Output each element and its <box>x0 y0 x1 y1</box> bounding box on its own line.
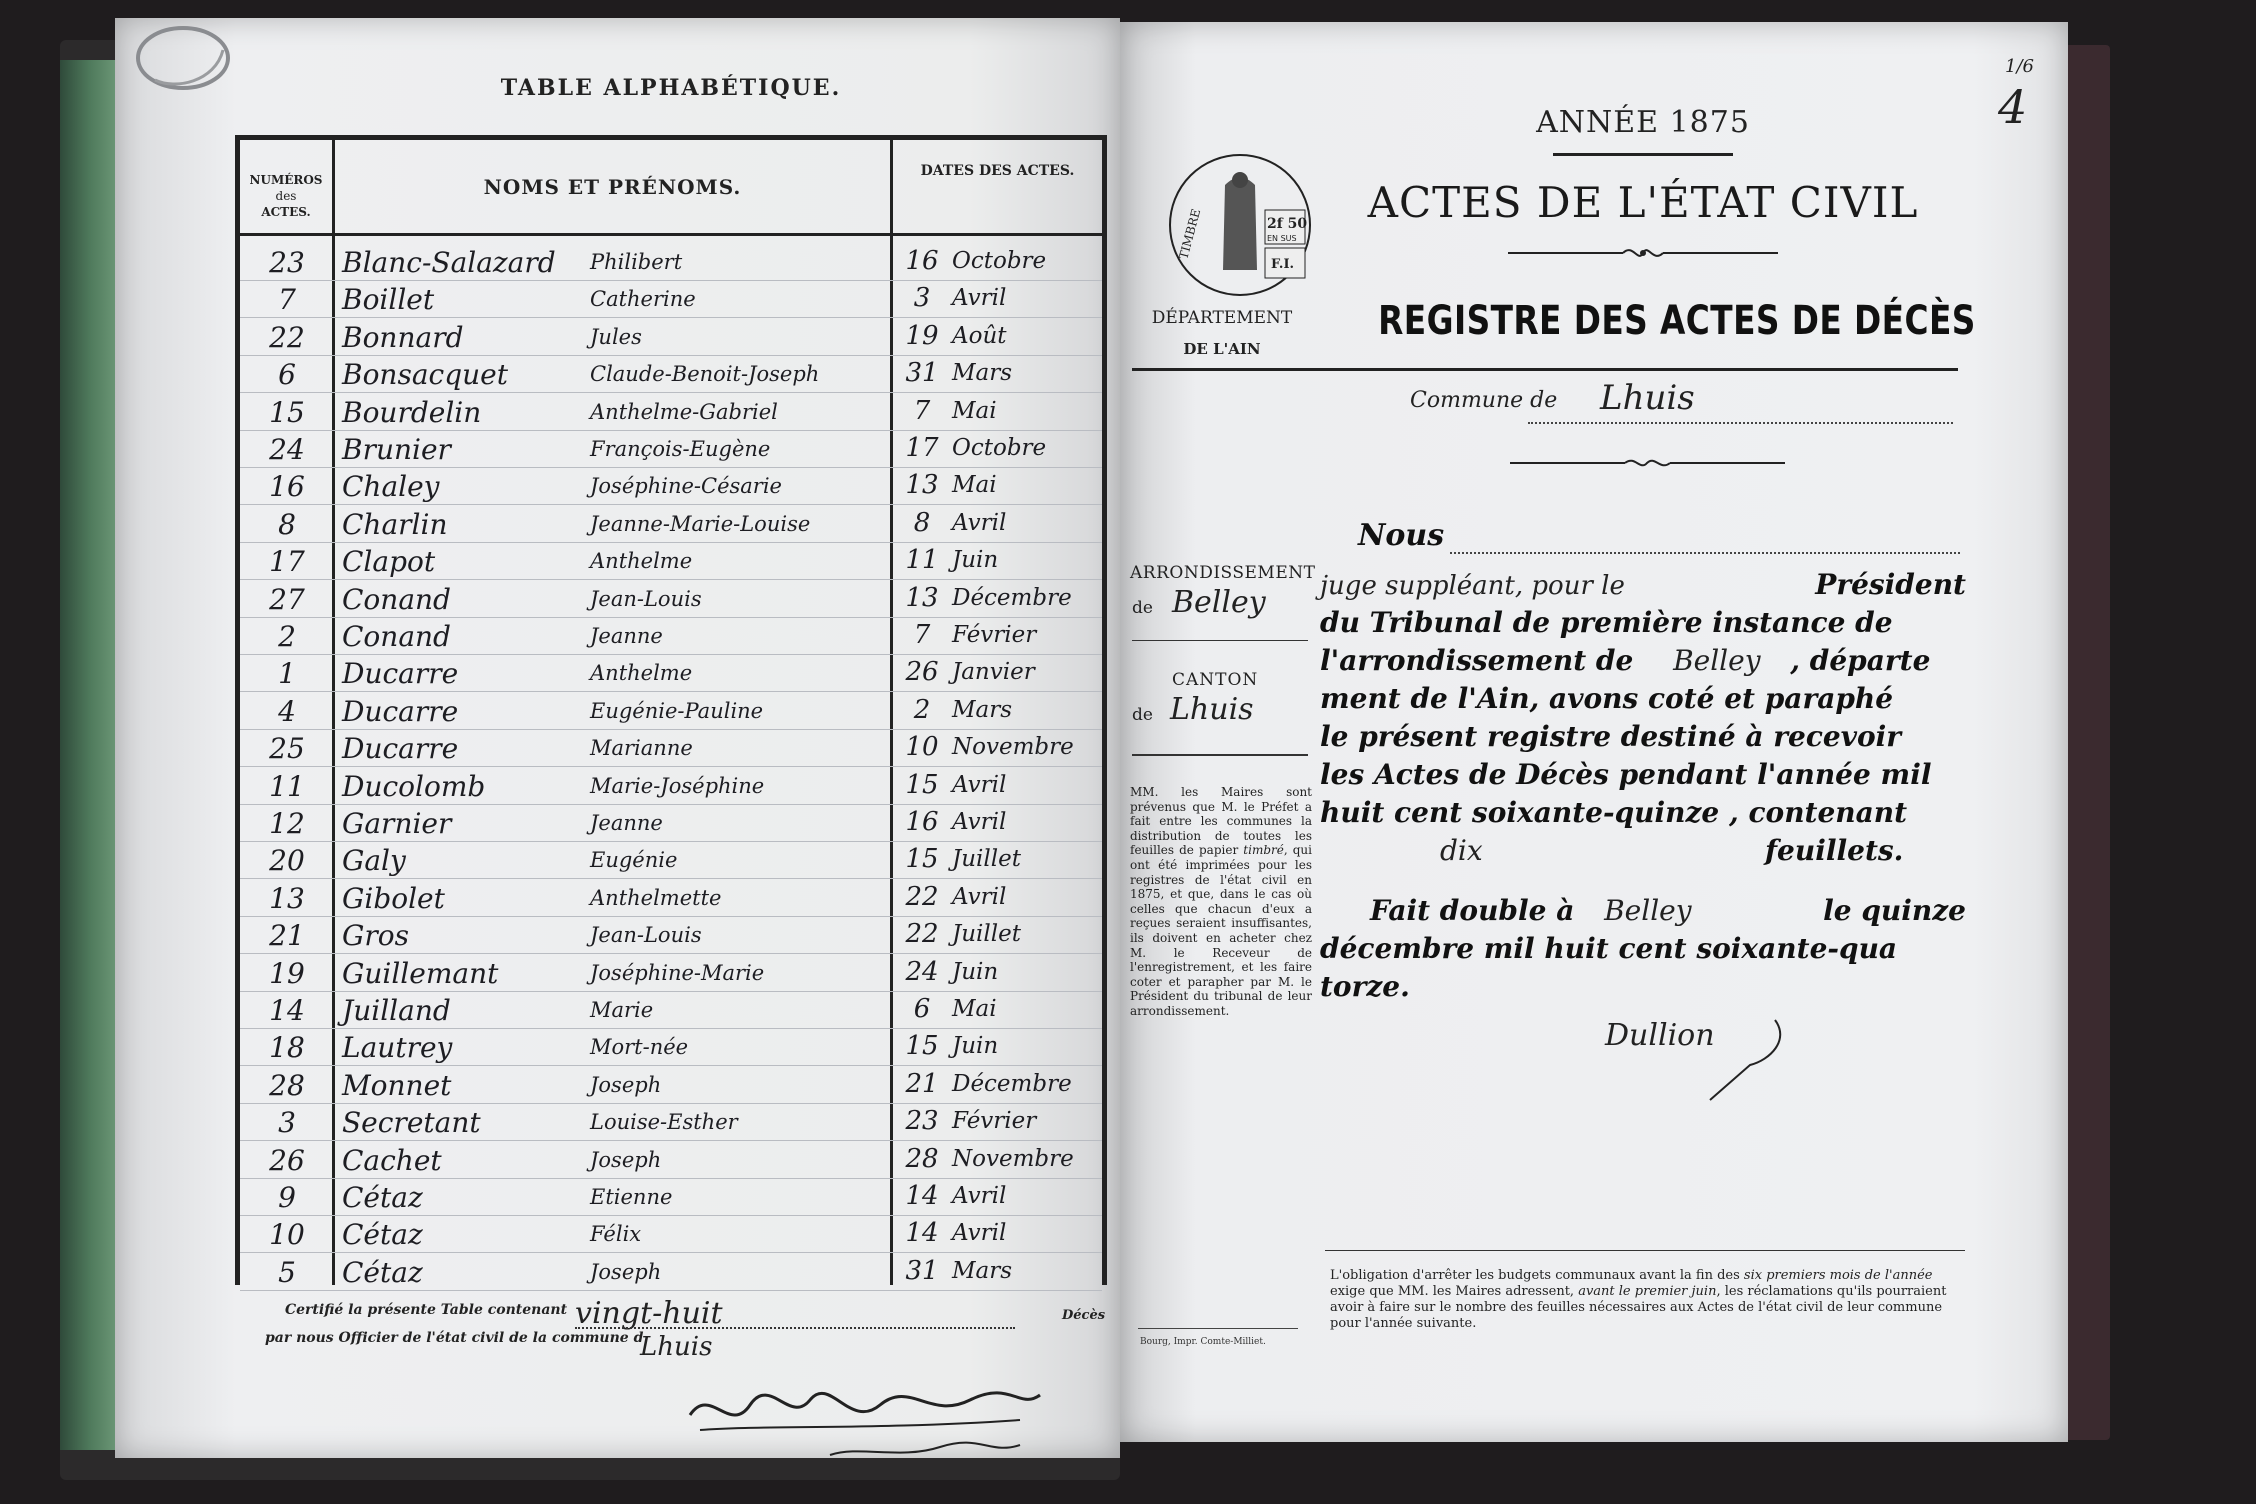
entry-number: 22 <box>269 320 305 354</box>
table-row <box>0 1031 1105 1068</box>
entry-surname: Galy <box>342 844 406 878</box>
entry-surname: Guillemant <box>342 956 499 990</box>
entry-given-names: Jeanne <box>590 811 663 835</box>
handwritten-place: Belley <box>1604 894 1692 927</box>
entry-day: 17 <box>905 433 939 463</box>
table-row <box>0 994 1105 1031</box>
certification-deces: Décès <box>1062 1308 1106 1323</box>
entry-number: 13 <box>269 881 305 915</box>
entry-surname: Brunier <box>342 433 451 466</box>
entry-number: 6 <box>278 358 296 392</box>
declaration-line <box>1320 642 1966 680</box>
entry-number: 15 <box>269 395 305 429</box>
entry-given-names: Catherine <box>590 287 696 312</box>
table-row <box>0 1218 1105 1255</box>
entry-month: Mai <box>952 996 997 1022</box>
table-row <box>0 433 1105 470</box>
table-row <box>0 508 1105 545</box>
entry-day: 22 <box>905 881 939 912</box>
entry-number: 20 <box>269 844 305 878</box>
entry-given-names: Jean-Louis <box>590 586 702 611</box>
entry-given-names: Eugénie-Pauline <box>590 698 764 723</box>
nous-label: Nous <box>1358 518 1445 553</box>
entry-month: Avril <box>952 1220 1007 1247</box>
footer-part: L'obligation d'arrêter les budgets communaux avant la fin des <box>1330 1268 1744 1283</box>
table-row <box>0 657 1105 694</box>
entry-given-names: Joséphine-Marie <box>590 960 765 985</box>
table-row <box>0 919 1105 956</box>
entry-surname: Lautrey <box>342 1031 453 1065</box>
entry-day: 31 <box>905 358 939 389</box>
entry-number: 14 <box>269 994 305 1027</box>
actes-title: ACTES DE L'ÉTAT CIVIL <box>1367 178 1919 227</box>
entry-number: 8 <box>278 507 296 541</box>
entry-given-names: Joseph <box>590 1147 662 1172</box>
entry-number: 23 <box>269 246 305 279</box>
entry-day: 7 <box>913 395 931 426</box>
table-row <box>0 583 1105 620</box>
table-row <box>0 882 1105 919</box>
entry-day: 14 <box>905 1181 939 1211</box>
table-row <box>0 807 1105 844</box>
entry-given-names: Mort-née <box>590 1035 689 1060</box>
entry-month: Juin <box>952 547 999 574</box>
nous-dotted-line <box>1450 552 1960 554</box>
entry-surname: Chaley <box>342 470 440 504</box>
president-signature <box>1600 1000 1800 1110</box>
entry-month: Décembre <box>952 1070 1072 1097</box>
entry-month: Novembre <box>952 734 1074 761</box>
entry-day: 2 <box>913 694 931 725</box>
entry-month: Mars <box>952 1257 1013 1284</box>
entry-number: 28 <box>269 1068 305 1102</box>
entry-surname: Garnier <box>342 807 452 840</box>
year-rule <box>1553 153 1733 156</box>
entry-day: 10 <box>905 732 939 763</box>
folio-mark: 4 <box>1998 80 2028 134</box>
divider-rule <box>1132 640 1308 641</box>
heading-block <box>1320 0 1976 380</box>
mayor-signature <box>680 1375 1050 1465</box>
table-title: TABLE ALPHABÉTIQUE. <box>500 75 842 101</box>
entry-month: Février <box>952 1108 1037 1135</box>
entry-month: Décembre <box>952 584 1072 611</box>
entry-surname: Ducolomb <box>342 769 486 803</box>
canton-value: Lhuis <box>1170 692 1254 727</box>
entry-number: 11 <box>269 769 305 803</box>
entry-given-names: Claude-Benoit-Joseph <box>590 362 820 387</box>
entry-day: 21 <box>905 1068 939 1099</box>
declaration-text: Fait double à <box>1370 894 1575 927</box>
declaration-line: les Actes de Décès pendant l'année mil <box>1320 758 1932 791</box>
entry-surname: Cachet <box>342 1143 442 1177</box>
signature-text: Dullion <box>1605 1018 1715 1053</box>
stamp-word: TIMBRE <box>1176 207 1204 261</box>
entry-month: Avril <box>952 771 1007 798</box>
entry-given-names: Joseph <box>590 1259 662 1284</box>
entry-month: Février <box>952 622 1037 648</box>
entry-surname: Ducarre <box>342 732 459 766</box>
entry-day: 16 <box>905 807 939 837</box>
fiscal-stamp <box>1165 150 1315 300</box>
entry-number: 1 <box>278 657 296 691</box>
entry-given-names: Marianne <box>590 736 693 761</box>
entry-day: 31 <box>905 1255 939 1286</box>
table-row <box>0 620 1105 657</box>
entry-number: 27 <box>269 582 305 616</box>
entry-month: Mars <box>952 360 1013 387</box>
entry-day: 3 <box>913 283 931 314</box>
entry-surname: Conand <box>342 620 451 653</box>
declaration-line: du Tribunal de première instance de <box>1320 606 1893 639</box>
entry-month: Avril <box>952 809 1007 835</box>
entry-number: 21 <box>269 919 305 953</box>
certification-commune: Lhuis <box>640 1332 713 1362</box>
entry-given-names: Félix <box>590 1222 642 1247</box>
table-row <box>0 1181 1105 1218</box>
entry-day: 13 <box>905 470 939 501</box>
footer-part: exige que MM. les Maires adressent, <box>1330 1284 1579 1299</box>
certification-line-1: Certifié la présente Table contenant <box>285 1302 568 1318</box>
entry-surname: Blanc-Salazard <box>342 246 556 279</box>
entry-day: 11 <box>905 545 939 576</box>
header-numeros <box>240 172 332 220</box>
entry-month: Avril <box>952 509 1007 536</box>
entry-given-names: Jeanne-Marie-Louise <box>590 511 811 536</box>
entry-day: 19 <box>905 320 939 351</box>
entry-given-names: Anthelme-Gabriel <box>590 399 778 424</box>
entry-given-names: Philibert <box>590 250 683 274</box>
entry-day: 14 <box>905 1218 939 1249</box>
entry-given-names: Joséphine-Césarie <box>590 474 782 499</box>
table-row <box>0 844 1105 881</box>
handwritten-feuillets: dix <box>1440 834 1483 867</box>
header-noms-prenoms: NOMS ET PRÉNOMS. <box>483 175 742 199</box>
stamp-letters: F.I. <box>1271 257 1295 272</box>
arrondissement-label: ARRONDISSEMENT <box>1130 563 1316 583</box>
declaration-line <box>1370 892 1966 930</box>
entry-month: Octobre <box>952 248 1047 274</box>
entry-number: 10 <box>269 1218 305 1252</box>
entry-surname: Gibolet <box>342 881 445 915</box>
entry-day: 7 <box>913 620 931 650</box>
table-row <box>0 396 1105 433</box>
entry-given-names: Marie <box>590 998 654 1022</box>
commune-dotted-line <box>1528 422 1953 424</box>
entry-day: 26 <box>905 657 939 688</box>
table-row <box>0 1069 1105 1106</box>
entry-given-names: Jean-Louis <box>590 923 702 948</box>
declaration-text: l'arrondissement de <box>1320 644 1634 677</box>
table-row <box>0 1106 1105 1143</box>
entry-given-names: Marie-Joséphine <box>590 773 765 798</box>
entry-month: Novembre <box>952 1145 1074 1172</box>
stamp-en-sus: EN SUS <box>1267 234 1297 243</box>
entry-month: Mai <box>952 472 997 499</box>
entry-number: 16 <box>269 470 305 504</box>
entry-given-names: Anthelmette <box>590 885 722 910</box>
certification-line-2: par nous Officier de l'état civil de la commune d <box>265 1330 644 1346</box>
entry-number: 9 <box>278 1181 296 1214</box>
entry-day: 23 <box>905 1106 939 1137</box>
entry-surname: Bonsacquet <box>342 358 508 392</box>
entry-given-names: Jeanne <box>590 624 663 648</box>
folio-number: 1/6 <box>2005 56 2034 77</box>
entry-month: Juillet <box>952 921 1021 948</box>
entry-month: Avril <box>952 1183 1007 1209</box>
registre-title: REGISTRE DES ACTES DE DÉCÈS <box>1378 298 1976 344</box>
table-row <box>0 283 1105 320</box>
commune-value: Lhuis <box>1600 378 1695 418</box>
table-row <box>0 1256 1105 1293</box>
printer-credit: Bourg, Impr. Comte-Milliet. <box>1140 1337 1266 1347</box>
header-numeros-line: des <box>275 189 297 203</box>
entry-number: 5 <box>278 1255 296 1289</box>
entry-number: 7 <box>278 283 296 317</box>
table-row <box>0 957 1105 994</box>
table-row <box>0 732 1105 769</box>
entry-given-names: Joseph <box>590 1072 662 1097</box>
entry-given-names: Anthelme <box>590 549 693 574</box>
printer-rule <box>1138 1328 1298 1329</box>
notice-part: MM. les Maires sont prévenus que M. le Préfet a fait entre les communes la distribution de toutes les feuilles de papier <box>1130 785 1312 858</box>
stamp-price: 2f 50 <box>1267 216 1308 232</box>
entry-surname: Conand <box>342 582 451 616</box>
entry-day: 13 <box>905 582 939 613</box>
table-row <box>0 545 1105 582</box>
entry-month: Mai <box>952 397 997 424</box>
entry-month: Août <box>952 322 1007 349</box>
declaration-text: Président <box>1815 568 1966 601</box>
entry-surname: Bourdelin <box>342 395 482 429</box>
entry-day: 24 <box>905 956 939 987</box>
entry-surname: Cétaz <box>342 1255 423 1289</box>
handwritten-judge: juge suppléant, pour le <box>1320 571 1625 601</box>
declaration-text: , départe <box>1790 644 1931 677</box>
notice-part: , qui ont été imprimées pour les registres de l'état civil en 1875, et que, dans le cas où celles que chacun d'eux a reçues seraient insuffisantes, ils doivent en acheter chez M. le Receveur de l'enregistrement, et les faire coter et parapher par M. le Président du tribunal de leur arrondissement. <box>1130 843 1312 1018</box>
certification-dotted-line <box>575 1327 1015 1329</box>
commune-label: Commune de <box>1410 388 1558 413</box>
entry-given-names: Eugénie <box>590 848 678 873</box>
entry-day: 22 <box>905 919 939 950</box>
entry-surname: Boillet <box>342 283 435 317</box>
divider-rule <box>1132 754 1308 756</box>
declaration-line: huit cent soixante-quinze , contenant <box>1320 796 1908 829</box>
entry-month: Juin <box>952 958 999 985</box>
notice-emphasis: timbré <box>1243 843 1284 858</box>
table-row <box>0 321 1105 358</box>
entry-day: 8 <box>913 507 931 538</box>
entry-surname: Charlin <box>342 507 448 541</box>
declaration-text: le quinze <box>1823 894 1966 927</box>
entry-surname: Gros <box>342 919 409 953</box>
entry-number: 24 <box>269 433 305 466</box>
footer-emphasis: six premiers mois de l'année <box>1743 1268 1933 1283</box>
entry-surname: Bonnard <box>342 320 464 354</box>
table-row <box>0 1144 1105 1181</box>
table-row <box>0 246 1105 283</box>
declaration-line: ment de l'Ain, avons coté et paraphé <box>1320 682 1894 715</box>
entry-number: 3 <box>278 1106 296 1140</box>
entry-given-names: Etienne <box>590 1185 673 1209</box>
entry-given-names: Jules <box>590 324 642 349</box>
entry-surname: Ducarre <box>342 657 459 691</box>
table-row <box>0 695 1105 732</box>
entry-number: 12 <box>269 807 305 840</box>
declaration-line: décembre mil huit cent soixante-qua <box>1320 932 1898 965</box>
entry-given-names: Anthelme <box>590 661 693 686</box>
table-row <box>0 358 1105 395</box>
entry-number: 19 <box>269 956 305 990</box>
entry-surname: Monnet <box>342 1068 452 1102</box>
declaration-text: feuillets. <box>1765 834 1904 867</box>
certification-count: vingt-huit <box>575 1296 723 1331</box>
entry-month: Juin <box>952 1033 999 1060</box>
entry-surname: Cétaz <box>342 1218 423 1252</box>
header-numeros-line: NUMÉROS <box>249 173 323 187</box>
footer-rule <box>1325 1250 1965 1251</box>
departement-label: DÉPARTEMENT <box>1151 308 1293 328</box>
entry-month: Octobre <box>952 435 1047 461</box>
entry-surname: Secretant <box>342 1106 481 1140</box>
table-row <box>0 470 1105 507</box>
entry-day: 6 <box>913 994 931 1024</box>
entry-number: 25 <box>269 732 305 766</box>
footer-note <box>1330 1268 1970 1332</box>
entry-day: 15 <box>905 1031 939 1062</box>
entry-surname: Juilland <box>342 994 451 1027</box>
entry-day: 15 <box>905 844 939 875</box>
entry-month: Mars <box>952 696 1013 723</box>
entry-given-names: Louise-Esther <box>590 1110 738 1135</box>
registre-rule <box>1132 368 1958 371</box>
arrondissement-de: de <box>1132 598 1153 618</box>
header-numeros-line: ACTES. <box>261 205 311 219</box>
canton-label: CANTON <box>1172 670 1259 690</box>
declaration-line: le présent registre destiné à recevoir <box>1320 720 1902 753</box>
declaration-line: torze. <box>1320 970 1410 1003</box>
entry-day: 15 <box>905 769 939 800</box>
arrondissement-value: Belley <box>1172 585 1266 620</box>
entry-number: 18 <box>269 1031 305 1065</box>
entry-month: Avril <box>952 883 1007 910</box>
entry-surname: Ducarre <box>342 694 459 728</box>
entry-day: 28 <box>905 1143 939 1174</box>
footer-emphasis: avant le premier juin <box>1578 1284 1717 1299</box>
entry-given-names: François-Eugène <box>590 437 771 461</box>
departement-name: DE L'AIN <box>1183 340 1261 358</box>
entry-surname: Cétaz <box>342 1181 423 1214</box>
entry-number: 17 <box>269 545 305 579</box>
entry-month: Avril <box>952 285 1007 312</box>
entry-month: Janvier <box>952 659 1035 686</box>
ornament-flourish <box>1503 243 1783 263</box>
canton-de: de <box>1132 705 1153 725</box>
year-heading: ANNÉE 1875 <box>1536 105 1750 140</box>
header-rule <box>240 233 1102 236</box>
declaration-line <box>1320 832 1966 870</box>
entry-number: 4 <box>278 694 296 728</box>
entry-month: Juillet <box>952 846 1021 873</box>
entry-day: 16 <box>905 246 939 276</box>
table-row <box>0 770 1105 807</box>
handwritten-arrondissement: Belley <box>1673 644 1761 677</box>
ornament-divider <box>1505 455 1790 471</box>
declaration-line <box>1320 566 1966 605</box>
paper-clip-icon <box>115 20 235 120</box>
entry-number: 2 <box>278 620 296 653</box>
entry-number: 26 <box>269 1143 305 1177</box>
footer-part: , les réclamations qu'ils pourraient avoir à faire sur le nombre des feuilles nécessaires aux Actes de l'état civil de leur commune pour l'année suivante. <box>1330 1284 1947 1331</box>
entry-surname: Clapot <box>342 545 436 579</box>
header-dates: DATES DES ACTES. <box>920 163 1075 179</box>
notice-text <box>1130 785 1312 1019</box>
